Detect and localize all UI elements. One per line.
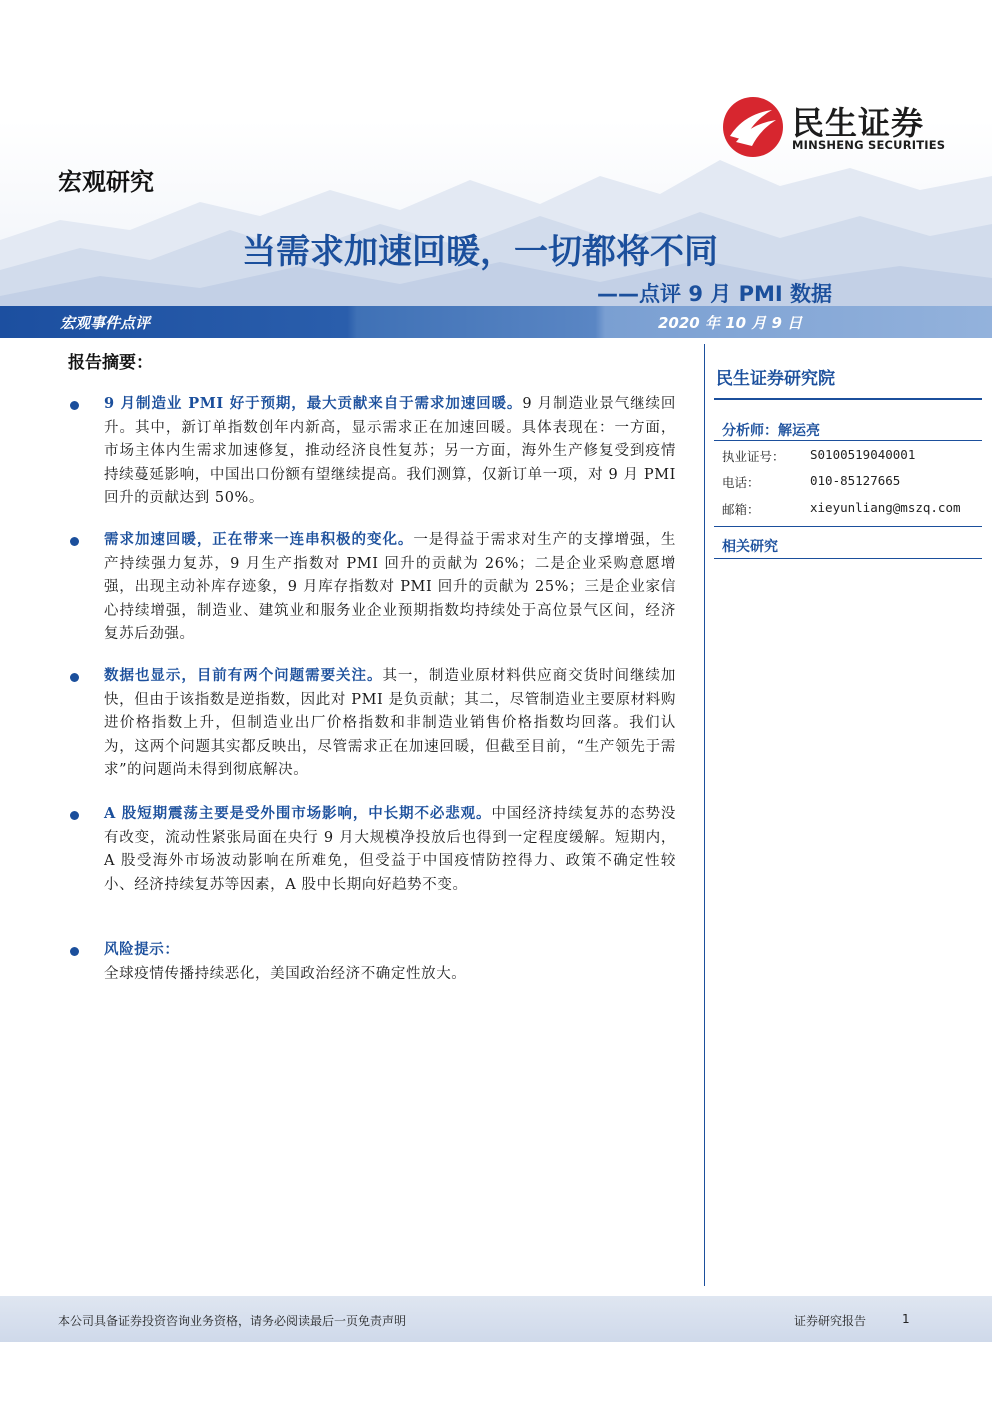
bullet-dot-icon: [70, 811, 79, 820]
bullet-dot-icon: [70, 401, 79, 410]
abstract-bullet: [68, 392, 676, 511]
abstract-heading: 报告摘要：: [68, 353, 153, 373]
report-title: 当需求加速回暖，一切都将不同: [242, 232, 718, 272]
footer-doc-type: 证券研究报告: [794, 1314, 867, 1328]
bullet-highlight: 9 月制造业 PMI 好于预期，最大贡献来自于需求加速回暖。: [104, 395, 523, 412]
sidebar-divider: [714, 526, 982, 527]
sidebar-divider: [714, 558, 982, 559]
company-logo: [722, 96, 962, 156]
bullet-highlight: 风险提示：: [104, 941, 180, 958]
column-divider: [704, 344, 705, 1286]
header-bar: [0, 306, 992, 338]
bullet-text: 中国经济持续复苏的态势没有改变，流动性紧张局面在央行 9 月大规模净投放后也得到一定程度缓解。短期内，A 股受海外市场波动影响在所难免，但受益于中国疫情防控得力、政策不确定性较小、经济持续复苏等因素，A 股中长期向好趋势不变。: [104, 806, 676, 893]
related-research-heading: 相关研究: [722, 539, 778, 555]
report-date: 2020 年 10 月 9 日: [658, 314, 803, 332]
abstract-bullet: [68, 802, 676, 897]
bullet-dot-icon: [70, 947, 79, 956]
minsheng-logo-icon: [722, 96, 784, 158]
bullet-dot-icon: [70, 673, 79, 682]
page-number: 1: [902, 1312, 910, 1326]
email-link[interactable]: xieyunliang@mszq.com: [810, 500, 961, 515]
license-label: 执业证号：: [722, 449, 785, 464]
abstract-bullet: [68, 664, 676, 783]
brand-name-cn: 民生证券: [792, 104, 925, 142]
section-label: 宏观研究: [58, 168, 154, 196]
bullet-highlight: 数据也显示，目前有两个问题需要关注。: [104, 667, 383, 684]
sidebar-divider: [714, 398, 982, 400]
report-category: 宏观事件点评: [60, 314, 151, 332]
abstract-bullet: [68, 938, 676, 986]
report-subtitle: ——点评 9 月 PMI 数据: [597, 282, 832, 306]
email-label: 邮箱：: [722, 502, 760, 517]
license-value: S0100519040001: [810, 447, 916, 462]
bullet-highlight: 需求加速回暖，正在带来一连串积极的变化。: [104, 531, 414, 548]
bullet-text: 9 月制造业景气继续回升。其中，新订单指数创年内新高，显示需求正在加速回暖。具体表现在：一方面，市场主体内生需求加速修复，推动经济良性复苏；另一方面，海外生产修复受到疫情持续蔓延影响，中国出口份额有望继续提高。我们测算，仅新订单一项，对 9 月 PMI 回升的贡献达到 50%。: [104, 396, 677, 506]
research-institute: 民生证券研究院: [716, 369, 835, 389]
bullet-highlight: A 股短期震荡主要是受外围市场影响，中长期不必悲观。: [104, 805, 492, 822]
phone-label: 电话：: [722, 475, 760, 490]
phone-value: 010-85127665: [810, 473, 901, 488]
analyst-name: 分析师：解运亮: [722, 423, 820, 439]
bullet-text: 全球疫情传播持续恶化，美国政治经济不确定性放大。: [104, 965, 467, 982]
page-footer: [0, 1296, 992, 1342]
brand-name-en: MINSHENG SECURITIES: [792, 138, 946, 152]
bullet-text: 一是得益于需求对生产的支撑增强，生产持续强力复苏，9 月生产指数对 PMI 回升的贡献为 26%；二是企业采购意愿增强，出现主动补库存迹象，9 月库存指数对 PMI 回升的贡献为 25%；三是企业家信心持续增强，制造业、建筑业和服务业企业预期指数均持续处于高位景气区间，经济复苏后劲强。: [104, 532, 676, 642]
bullet-text: 其一，制造业原材料供应商交货时间继续加快，但由于该指数是逆指数，因此对 PMI 是负贡献；其二，尽管制造业主要原材料购进价格指数上升，但制造业出厂价格指数和非制造业销售价格指数均回落。我们认为，这两个问题其实都反映出，尽管需求正在加速回暖，但截至目前，“生产领先于需求”的问题尚未得到彻底解决。: [104, 668, 676, 778]
sidebar-divider: [714, 440, 982, 441]
footer-disclaimer: 本公司具备证券投资咨询业务资格，请务必阅读最后一页免责声明: [58, 1314, 407, 1328]
abstract-bullet: [68, 528, 676, 647]
bullet-dot-icon: [70, 537, 79, 546]
